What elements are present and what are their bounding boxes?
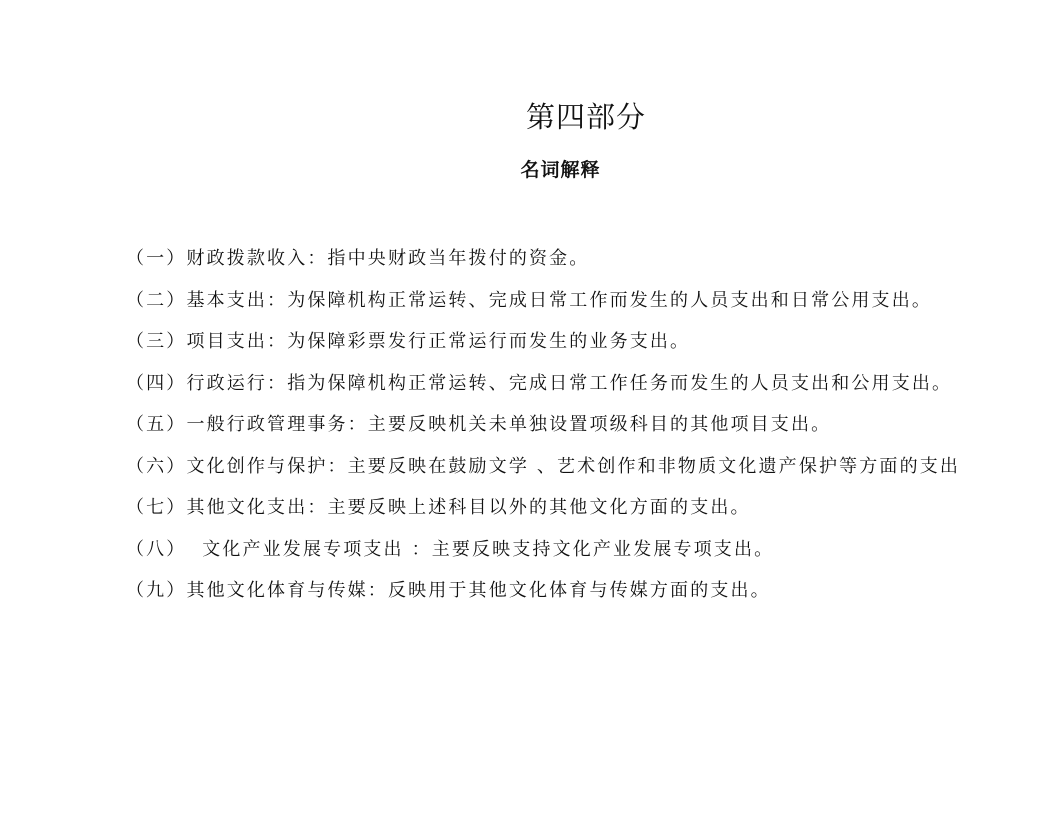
definition-item-8: （八） 文化产业发展专项支出 ：主要反映支持文化产业发展专项支出。 xyxy=(126,538,775,560)
definition-item-4: （四）行政运行：指为保障机构正常运转、完成日常工作任务而发生的人员支出和公用支出。 xyxy=(126,372,953,394)
section-subtitle: 名词解释 xyxy=(520,159,601,181)
definition-item-7: （七）其他文化支出：主要反映上述科目以外的其他文化方面的支出。 xyxy=(126,497,751,518)
definition-item-9: （九）其他文化体育与传媒：反映用于其他文化体育与传媒方面的支出。 xyxy=(126,580,771,601)
page-title: 第四部分 xyxy=(525,100,646,134)
definition-item-6: （六）文化创作与保护：主要反映在鼓励文学 、艺术创作和非物质文化遗产保护等方面的支出 xyxy=(126,455,961,477)
definitions-list xyxy=(90,238,970,612)
definition-item-3: （三）项目支出：为保障彩票发行正常运行而发生的业务支出。 xyxy=(126,331,691,352)
definition-item-1: （一）财政拨款收入：指中央财政当年拨付的资金。 xyxy=(126,248,590,269)
definition-item-5: （五）一般行政管理事务：主要反映机关未单独设置项级科目的其他项目支出。 xyxy=(126,414,832,435)
definition-item-2: （二）基本支出：为保障机构正常运转、完成日常工作而发生的人员支出和日常公用支出。 xyxy=(126,289,932,311)
